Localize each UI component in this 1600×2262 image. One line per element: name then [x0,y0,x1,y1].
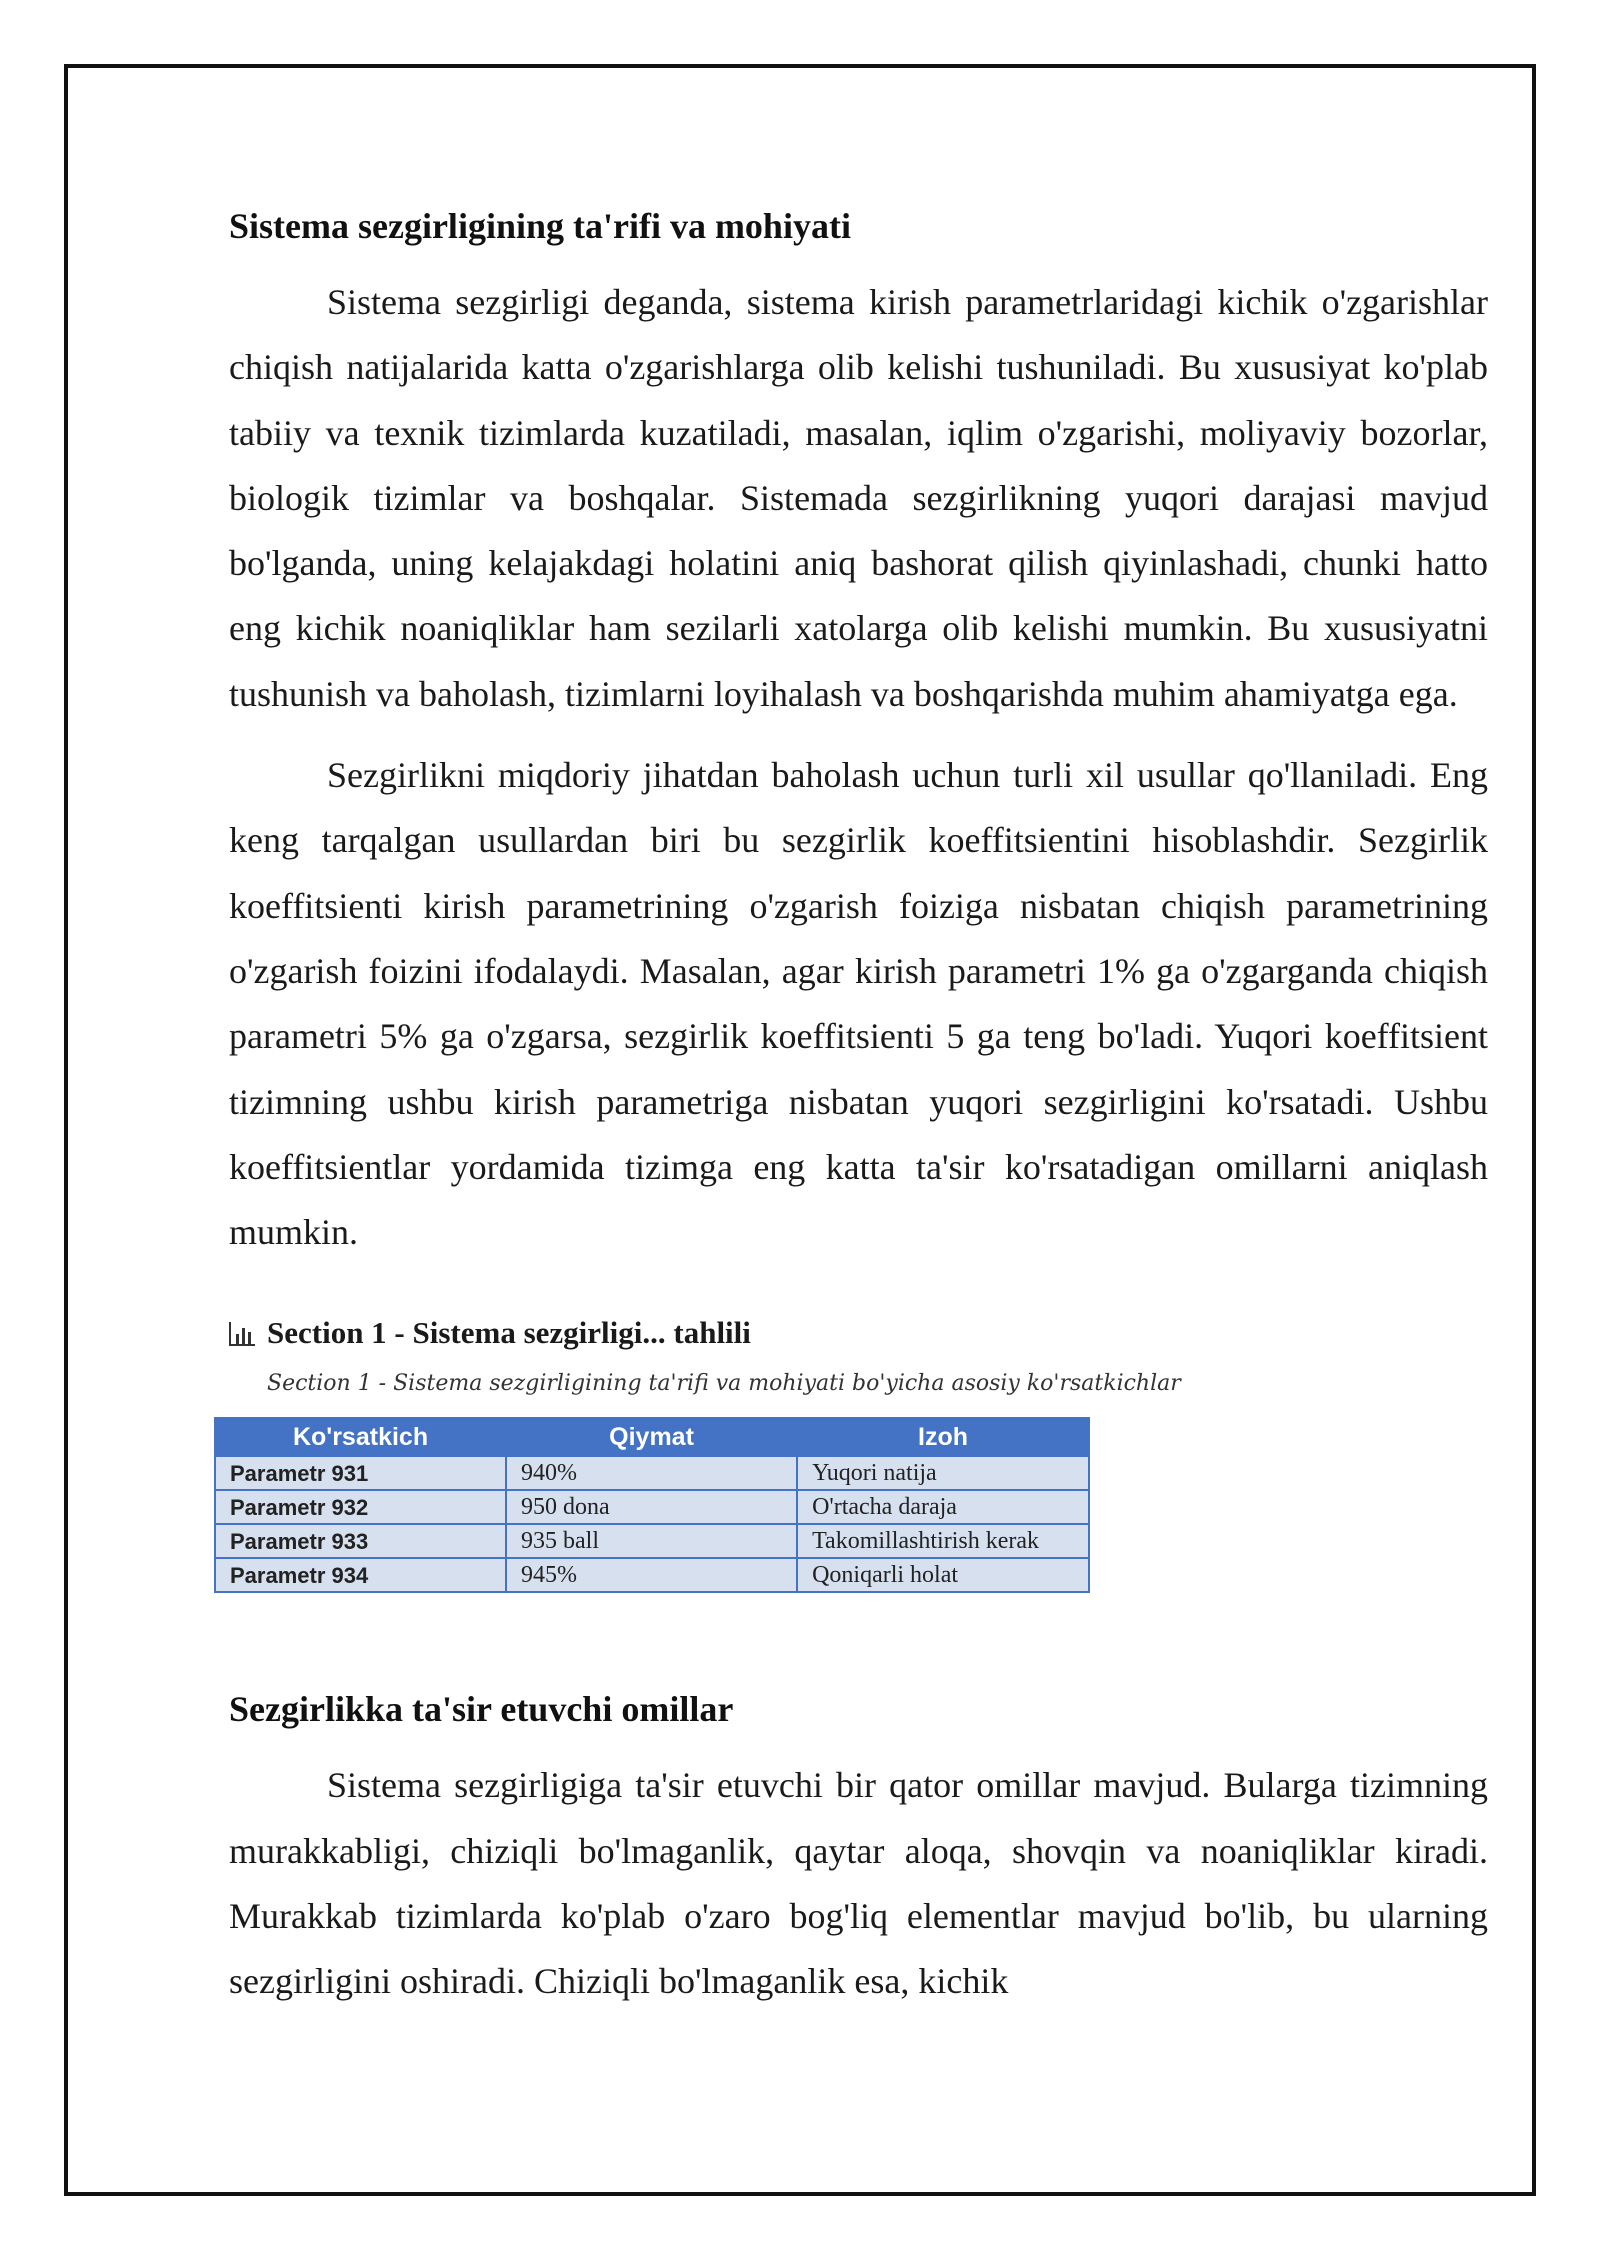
table-cell: 935 ball [506,1524,797,1558]
table-caption: Section 1 - Sistema sezgirligining ta'rifi va mohiyati bo'yicha asosiy ko'rsatkichlar [267,1371,1181,1397]
table-cell: Parametr 934 [215,1558,506,1592]
column-header: Izoh [797,1418,1089,1456]
section-heading: Sezgirlikka ta'sir etuvchi omillar [229,1689,734,1730]
table-cell: O'rtacha daraja [797,1490,1089,1524]
paragraph: Sistema sezgirligi deganda, sistema kirish parametrlaridagi kichik o'zgarishlar chiqish natijalarida katta o'zgarishlarga olib kelishi tushuniladi. Bu xususiyat ko'plab tabiiy va texnik tizimlarda kuzatiladi, masalan, iqlim o'zgarishi, moliyaviy bozorlar, biologik tizimlar va boshqalar. Sistemada sezgirlikning yuqori darajasi mavjud bo'lganda, uning kelajakdagi holatini aniq bashorat qilish qiyinlashadi, chunki hatto eng kichik noaniqliklar ham sezilarli xatolarga olib kelishi mumkin. Bu xususiyatni tushunish va baholash, tizimlarni loyihalash va boshqarishda muhim ahamiyatga ega. [229,282,1488,714]
paragraph: Sistema sezgirligiga ta'sir etuvchi bir qator omillar mavjud. Bularga tizimning murakkabligi, chiziqli bo'lmaganlik, qaytar aloqa, shovqin va noaniqliklar kiradi. Murakkab tizimlarda ko'plab o'zaro bog'liq elementlar mavjud bo'lib, bu ularning sezgirligini oshiradi. Chiziqli bo'lmaganlik esa, kichik [229,1765,1488,2002]
table-cell: Parametr 931 [215,1456,506,1490]
table-cell: Qoniqarli holat [797,1558,1089,1592]
table-cell: Parametr 933 [215,1524,506,1558]
table-row [215,1558,1089,1592]
table-cell: Yuqori natija [797,1456,1089,1490]
table-cell: Takomillashtirish kerak [797,1524,1089,1558]
table-row [215,1456,1089,1490]
table-cell: 945% [506,1558,797,1592]
figure-title [229,1313,1488,1353]
table-row [215,1490,1089,1524]
paragraph: Sezgirlikni miqdoriy jihatdan baholash uchun turli xil usullar qo'llaniladi. Eng keng tarqalgan usullardan biri bu sezgirlik koeffitsientini hisoblashdir. Sezgirlik koeffitsienti kirish parametrining o'zgarish foiziga nisbatan chiqish parametrining o'zgarish foizini ifodalaydi. Masalan, agar kirish parametri 1% ga o'zgarganda chiqish parametri 5% ga o'zgarsa, sezgirlik koeffitsienti 5 ga teng bo'ladi. Yuqori koeffitsient tizimning ushbu kirish parametriga nisbatan yuqori sezgirligini ko'rsatadi. Ushbu koeffitsientlar yordamida tizimga eng katta ta'sir ko'rsatadigan omillarni aniqlash mumkin. [229,755,1488,1253]
table-cell: 950 dona [506,1490,797,1524]
indicators-table [214,1417,1090,1593]
table-header-row [215,1418,1089,1456]
table-cell: Parametr 932 [215,1490,506,1524]
table-cell: 940% [506,1456,797,1490]
section-heading: Sistema sezgirligining ta'rifi va mohiyati [229,206,851,246]
document-content [229,196,1488,2015]
column-header: Qiymat [506,1418,797,1456]
bar-chart-icon [229,1320,257,1346]
column-header: Ko'rsatkich [215,1418,506,1456]
table-row [215,1524,1089,1558]
figure-title-text: Section 1 - Sistema sezgirligi... tahlili [267,1315,751,1351]
